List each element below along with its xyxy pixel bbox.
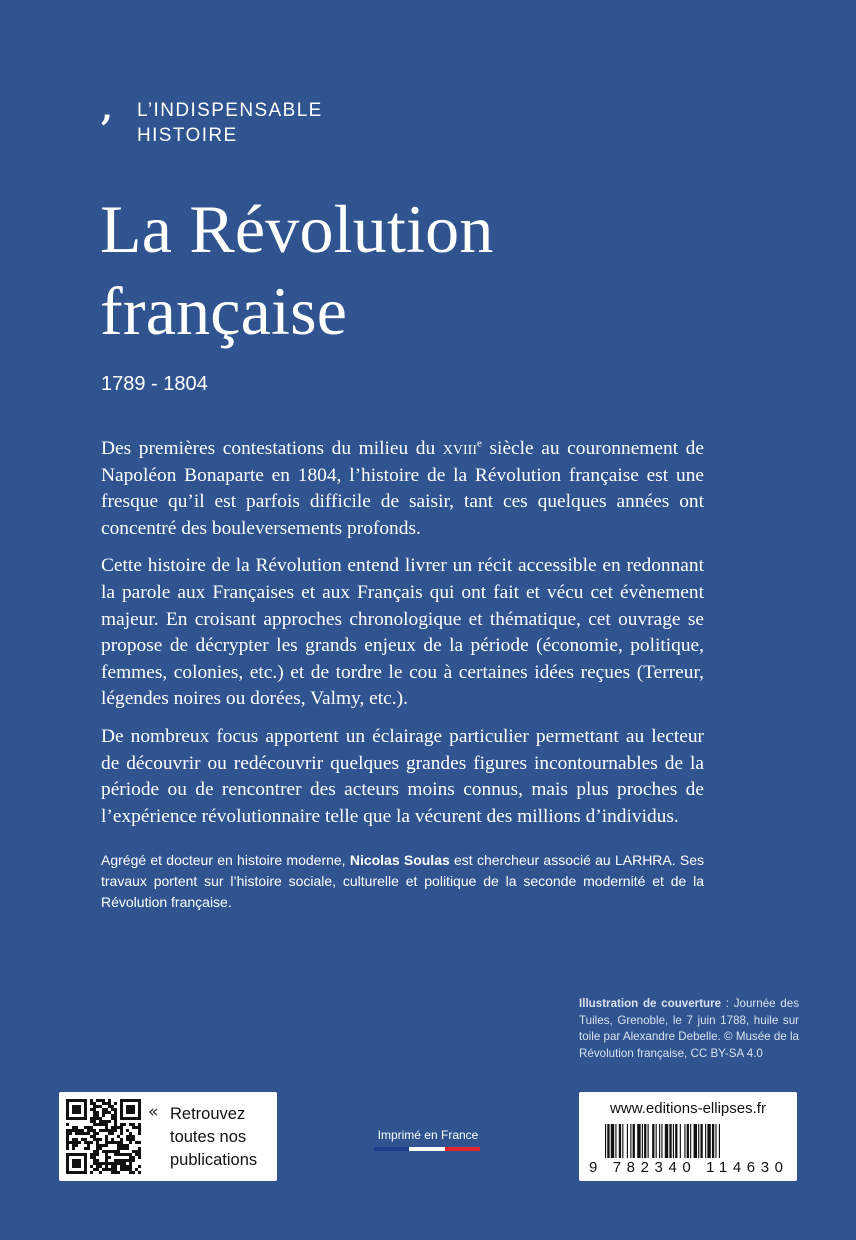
book-title [100, 188, 800, 352]
qr-caption-line-2: toutes nos [170, 1128, 247, 1146]
collection-line-1: L’INDISPENSABLE [137, 100, 323, 121]
printed-label: Imprimé en France [377, 1128, 479, 1142]
isbn-barcode [589, 1122, 787, 1176]
barcode-box [579, 1092, 797, 1181]
credit-text: : Journée des Tuiles, Grenoble, le 7 juin 1788, huile sur toile par Alexandre Debelle. © Musée de la Révolution française, CC BY-SA 4.0 [579, 997, 799, 1060]
paragraph-1 [101, 436, 704, 542]
flag-red [445, 1147, 480, 1151]
back-cover-text [101, 436, 704, 841]
qr-publications-box[interactable] [59, 1092, 277, 1181]
century-numeral: xviii [442, 438, 478, 459]
author-bio-before: Agrégé et docteur en histoire moderne, [101, 852, 350, 868]
paragraph-3: De nombreux focus apportent un éclairage particulier permettant au lecteur de découvrir ou redécouvrir quelques grandes figures incontournables de la période ou de rencontrer des acteurs moins connus, mais plus proches de l’expérience révolutionnaire telle que la vécurent des millions d’individus. [101, 725, 704, 827]
title-line-1: La Révolution [100, 191, 494, 267]
paragraph-2: Cette histoire de la Révolution entend livrer un récit accessible en redonnant la parole aux Françaises et aux Français qui ont fait et vécu cet évènement majeur. En croisant approches chronologique et thématique, cet ouvrage se propose de décrypter les grands enjeux de la période (économie, politique, femmes, colonies, etc.) et de tordre le cou à certaines idées reçues (Terreur, légendes noires ou dorées, Valmy, etc.). [101, 555, 704, 710]
collection-name [137, 98, 323, 148]
chevron-left-icon: « [148, 1102, 159, 1122]
date-range: 1789 - 1804 [101, 373, 208, 395]
barcode-bars [605, 1124, 720, 1158]
publisher-url[interactable]: www.editions-ellipses.fr [610, 1100, 766, 1117]
qr-caption-line-1: Retrouvez [170, 1105, 246, 1123]
credit-label: Illustration de couverture [579, 997, 722, 1010]
flag-white [409, 1147, 444, 1151]
century-suffix: e [477, 437, 482, 450]
flag-blue [374, 1147, 409, 1151]
title-line-2: française [100, 273, 348, 349]
isbn-digits: 9 782340 114630 [589, 1159, 783, 1176]
author-name: Nicolas Soulas [349, 852, 450, 868]
printed-in-france [374, 1128, 482, 1151]
collection-line-2: HISTOIRE [137, 125, 238, 146]
qr-code-icon[interactable] [66, 1099, 141, 1174]
french-flag-bar [374, 1147, 480, 1151]
author-bio [101, 850, 704, 913]
p1-text-b: siècle au couronnement de Napoléon Bonaparte en 1804, l’histoire de la Révolution française est une fresque qu’il est parfois difficile de saisir, tant ces quelques années ont concentré des bouleversements profonds. [101, 438, 704, 539]
qr-caption-line-3: publications [170, 1151, 258, 1169]
author-bio-after: est chercheur associé au LARHRA. Ses travaux portent sur l’histoire sociale, culturelle et politique de la seconde modernité et de la Révolution française. [101, 852, 705, 910]
comma-logo-icon: , [101, 89, 113, 129]
p1-text-a: Des premières contestations du milieu du [101, 438, 443, 459]
qr-caption [170, 1103, 274, 1172]
illustration-credit [579, 996, 799, 1062]
